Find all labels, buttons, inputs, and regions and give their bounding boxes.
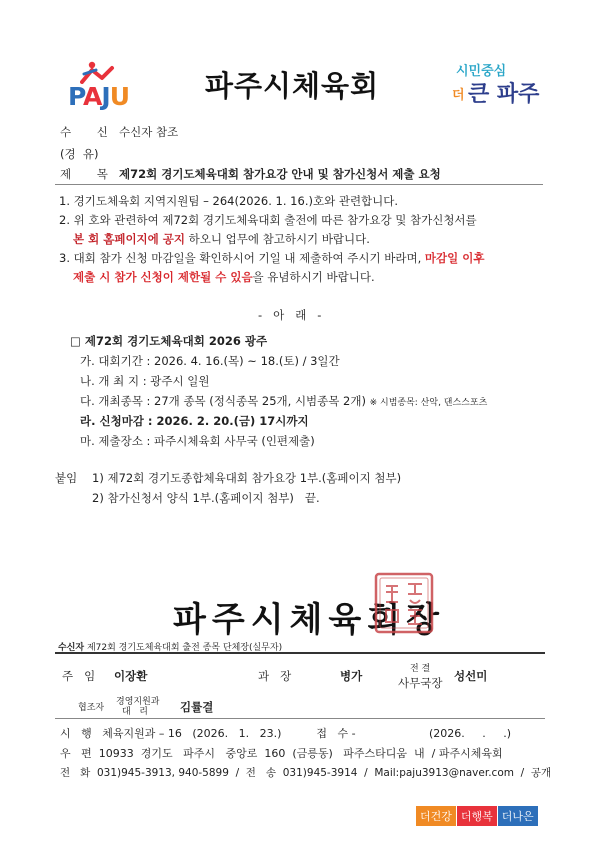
separator: - 아 래 -	[258, 308, 322, 322]
tag-happier: 더행복	[457, 806, 497, 826]
official-seal	[374, 572, 434, 634]
coop-role-1: 경영지원과	[116, 697, 160, 707]
logo-letter-p: P	[68, 82, 84, 111]
recipient-label: 수 신	[60, 125, 108, 139]
subject-value: 제72회 경기도체육대회 참가요강 안내 및 참가신청서 제출 요청	[119, 167, 441, 181]
seal-stamp-icon	[374, 572, 434, 634]
event-sports-text: 다. 개최종목 : 27개 종목 (정식종목 25개, 시범종목 2개)	[80, 394, 366, 408]
coop-role-2: 대 리	[122, 707, 148, 717]
body-item-3-text: 3. 대회 참가 신청 마감일을 확인하시어 기일 내 제출하여 주시기 바라며,	[59, 251, 425, 265]
drafter-label: 주 임	[62, 669, 96, 683]
event-venue: 나. 개 최 지 : 광주시 일원	[80, 374, 210, 388]
paju-logo	[68, 60, 152, 110]
subject-label: 제 목	[60, 167, 108, 181]
logo-letter-a: A	[83, 82, 102, 111]
body-item-3-red2: 제출 시 참가 신청이 제한될 수 있음	[73, 270, 253, 284]
exec-line: 시 행 체육지원과 – 16 (2026. 1. 23.) 접 수 - (2026. . .)	[60, 727, 512, 740]
approval-name: 성선미	[454, 669, 488, 683]
slogan-main: 큰 파주	[468, 82, 540, 107]
approval-label: 사무국장	[398, 676, 443, 690]
attachment-1[interactable]: 1) 제72회 경기도종합체육대회 참가요강 1부.(홈페이지 첨부)	[92, 471, 402, 485]
via-label: (경 유)	[60, 147, 99, 161]
manager-name: 병가	[340, 669, 363, 683]
recipients-line	[58, 640, 282, 653]
manager-label: 과 장	[258, 669, 292, 683]
drafter-name: 이장환	[114, 669, 148, 683]
body-item-2-rest: 하오니 업무에 참고하시기 바랍니다.	[185, 232, 370, 246]
slogan-logo	[452, 60, 542, 110]
body-item-3-line1	[59, 250, 484, 266]
event-sports-note: ※ 시범종목: 산악, 댄스스포츠	[369, 398, 488, 408]
slogan-top: 시민중심	[456, 64, 507, 79]
body-item-3-red1: 마감일 이후	[424, 251, 485, 265]
footer-tags	[415, 805, 538, 826]
logo-letter-u: U	[109, 82, 130, 111]
attachment-2[interactable]: 2) 참가신청서 양식 1부.(홈페이지 첨부) 끝.	[92, 491, 320, 505]
signature-name: 파주시체육회장	[173, 600, 445, 640]
coop-name: 김률결	[180, 700, 214, 714]
coop-label: 협조자	[78, 703, 105, 713]
document-title: 파주시체육회	[205, 69, 380, 103]
phone-line: 전 화 031)945-3913, 940-5899 / 전 송 031)945-3914 / Mail:paju3913@naver.com / 공개	[60, 767, 552, 779]
event-period: 가. 대회기간 : 2026. 4. 16.(목) ~ 18.(토) / 3일간	[80, 354, 340, 368]
recipients-label: 수신자	[58, 643, 85, 653]
recipients-value: 제72회 경기도체육대회 출전 종목 단체장(실무자)	[86, 643, 283, 653]
tag-better: 더나은	[498, 806, 538, 826]
body-item-1: 1. 경기도체육회 지역지원팀 – 264(2026. 1. 16.)호와 관련합니다.	[59, 194, 399, 208]
event-heading: □ 제72회 경기도체육대회 2026 광주	[70, 334, 268, 348]
tag-healthier: 더건강	[416, 806, 456, 826]
event-deadline: 라. 신청마감 : 2026. 2. 20.(금) 17시까지	[80, 414, 309, 428]
slogan-left: 더	[452, 88, 465, 103]
person-mark-icon	[80, 60, 120, 84]
subject-divider	[55, 184, 543, 185]
recipient-value: 수신자 참조	[119, 125, 179, 139]
logo-letter-j: J	[101, 82, 110, 111]
body-item-2-line1: 2. 위 호와 관련하여 제72회 경기도체육대회 출전에 따른 참가요강 및 참가신청서를	[59, 213, 477, 227]
body-item-2-bold: 본 회 홈페이지에 공지	[73, 232, 185, 246]
event-submit-place: 마. 제출장소 : 파주시체육회 사무국 (인편제출)	[80, 434, 315, 448]
event-sports	[80, 393, 487, 409]
approval-top: 전 결	[410, 664, 431, 674]
body-item-2-line2	[73, 231, 370, 247]
attachments-label: 붙임	[55, 471, 78, 485]
exec-rule	[55, 718, 545, 719]
body-item-3-rest: 을 유념하시기 바랍니다.	[252, 270, 375, 284]
body-item-3-line2	[73, 269, 375, 285]
address-line: 우 편 10933 경기도 파주시 중앙로 160 (금릉동) 파주스타디움 내 / 파주시체육회	[60, 747, 503, 760]
